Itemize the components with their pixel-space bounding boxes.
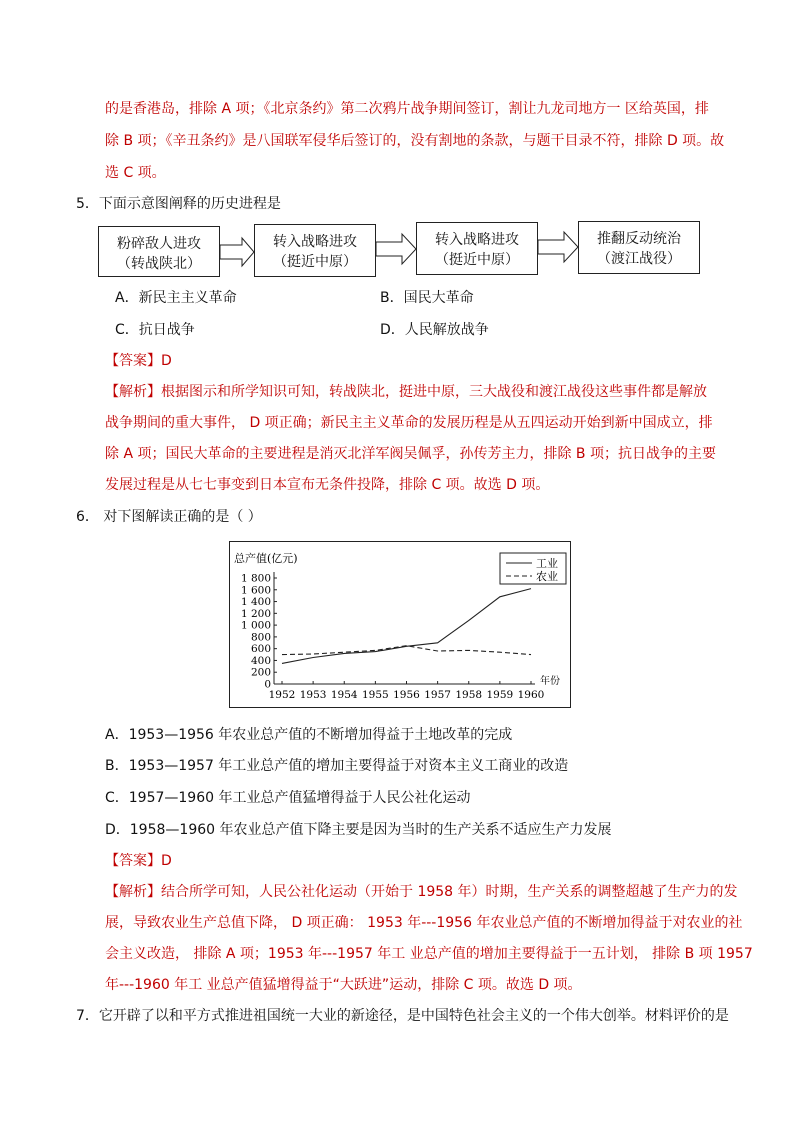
chart-ticks: [241, 573, 544, 702]
q6-option-d: D．1958—1960 年农业总产值下降主要是因为当时的生产关系不适应生产力发展: [105, 822, 612, 838]
q6-option-c: C．1957—1960 年工业总产值猛增得益于人民公社化运动: [105, 790, 471, 806]
q6-line-chart: [229, 541, 571, 708]
flow-box-2: [254, 224, 376, 277]
q6-option-b: B．1953—1957 年工业总产值的增加主要得益于对资本主义工商业的改造: [105, 758, 569, 774]
y-tick-label: 0: [264, 678, 271, 691]
flow-box-2-line1: 转入战略进攻: [273, 234, 357, 250]
x-tick-label: 1953: [299, 689, 327, 701]
q5-analysis-line-2: 战争期间的重大事件， D 项正确；新民主主义革命的发展历程是从五四运动开始到新中国成立，排: [105, 415, 713, 431]
q5-answer: [105, 351, 172, 371]
x-tick-label: 1952: [268, 689, 296, 701]
flow-box-3-line1: 转入战略进攻: [435, 232, 519, 248]
q6-answer: [105, 851, 172, 871]
flow-arrow-3: [538, 230, 579, 264]
chart-series: [282, 589, 531, 664]
x-tick-label: 1956: [393, 689, 420, 701]
y-tick-label: 1 800: [240, 572, 271, 585]
y-tick-label: 800: [250, 631, 271, 644]
legend-label-industry: 工业: [536, 557, 558, 570]
q5-option-d: D．人民解放战争: [380, 322, 489, 338]
q6-analysis-line-3: 会主义改造， 排除 A 项；1953 年---1957 年工 业总产值的增加主要得益于一五计划， 排除 B 项 1957: [105, 946, 753, 962]
chart-axes: [274, 572, 535, 684]
chart-x-axis-label: 年份: [540, 676, 560, 687]
y-tick-label: 400: [250, 654, 271, 667]
flow-box-1-line2: （转战陕北）: [117, 256, 201, 272]
x-tick-label: 1958: [455, 689, 483, 701]
q5-option-a: A．新民主主义革命: [115, 290, 237, 306]
q6-analysis-text-1: 结合所学可知，人民公社化运动（开始于 1958 年）时期，生产关系的调整超越了生产力的发: [161, 884, 738, 900]
flow-box-4-line2: （渡江战役）: [597, 251, 681, 267]
series-line-agriculture: [282, 646, 531, 655]
q5-stem: 5．下面示意图阐释的历史进程是: [76, 196, 281, 212]
q5-answer-label: 【答案】: [105, 353, 161, 369]
prev-explanation-line-2: 除 B 项；《辛丑条约》是八国联军侵华后签订的，没有割地的条款，与题干目录不符，排除 D 项。故: [105, 133, 725, 149]
chart-legend: [500, 553, 566, 584]
q5-analysis-text-1: 根据图示和所学知识可知，转战陕北，挺进中原，三大战役和渡江战役这些事件都是解放: [161, 384, 707, 400]
q6-answer-label: 【答案】: [105, 853, 161, 869]
x-tick-label: 1960: [517, 689, 545, 701]
flow-box-2-line2: （挺近中原）: [273, 254, 357, 270]
y-tick-label: 1 200: [240, 607, 271, 620]
flow-box-3: [416, 222, 538, 275]
y-tick-label: 1 000: [240, 619, 271, 632]
prev-explanation-line-3: 选 C 项。: [105, 165, 166, 181]
flow-arrow-1: [220, 236, 255, 268]
q6-analysis-line-2: 展，导致农业生产总值下降， D 项正确： 1953 年---1956 年农业总产值的不断增加得益于对农业的社: [105, 915, 743, 931]
x-tick-label: 1955: [362, 689, 389, 701]
q6-analysis-label: 【解析】: [105, 884, 161, 900]
q6-analysis-line-1: [105, 882, 738, 902]
prev-explanation-line-1: 的是香港岛，排除 A 项；《北京条约》第二次鸦片战争期间签订，割让九龙司地方一 区给英国，排: [105, 101, 709, 117]
q5-answer-value: D: [161, 353, 172, 369]
x-tick-label: 1954: [330, 689, 358, 701]
y-tick-label: 1 600: [240, 584, 271, 597]
q5-analysis-line-3: 除 A 项；国民大革命的主要进程是消灭北洋军阀吴佩孚，孙传芳主力，排除 B 项；抗日战争的主要: [105, 446, 716, 462]
flow-box-1-line1: 粉碎敌人进攻: [117, 236, 201, 252]
q6-analysis-line-4: 年---1960 年工 业总产值猛增得益于“大跃进”运动，排除 C 项。故选 D 项。: [105, 977, 582, 993]
x-tick-label: 1959: [486, 689, 514, 701]
q5-analysis-line-1: [105, 382, 707, 402]
q5-analysis-label: 【解析】: [105, 384, 161, 400]
q6-answer-value: D: [161, 853, 172, 869]
flow-box-1: [98, 226, 220, 277]
flow-arrow-2: [376, 232, 417, 266]
x-tick-label: 1957: [424, 689, 451, 701]
q5-analysis-line-4: 发展过程是从七七事变到日本宣布无条件投降，排除 C 项。故选 D 项。: [105, 477, 550, 493]
legend-label-agriculture: 农业: [536, 570, 558, 583]
chart-svg: [230, 542, 570, 707]
flow-box-4: [578, 221, 700, 274]
y-tick-label: 200: [250, 666, 271, 679]
q6-option-a: A．1953—1956 年农业总产值的不断增加得益于土地改革的完成: [105, 727, 513, 743]
y-tick-label: 600: [250, 643, 271, 656]
q6-stem: 6． 对下图解读正确的是（ ）: [76, 509, 262, 525]
chart-y-axis-label: 总产值(亿元): [234, 552, 298, 565]
q7-stem: 7．它开辟了以和平方式推进祖国统一大业的新途径，是中国特色社会主义的一个伟大创举。材料评价的是: [76, 1008, 729, 1024]
flow-box-3-line2: （挺近中原）: [435, 252, 519, 268]
flow-box-4-line1: 推翻反动统治: [597, 231, 681, 247]
y-tick-label: 1 400: [240, 596, 271, 609]
q5-option-c: C．抗日战争: [115, 322, 195, 338]
q5-option-b: B．国民大革命: [380, 290, 474, 306]
